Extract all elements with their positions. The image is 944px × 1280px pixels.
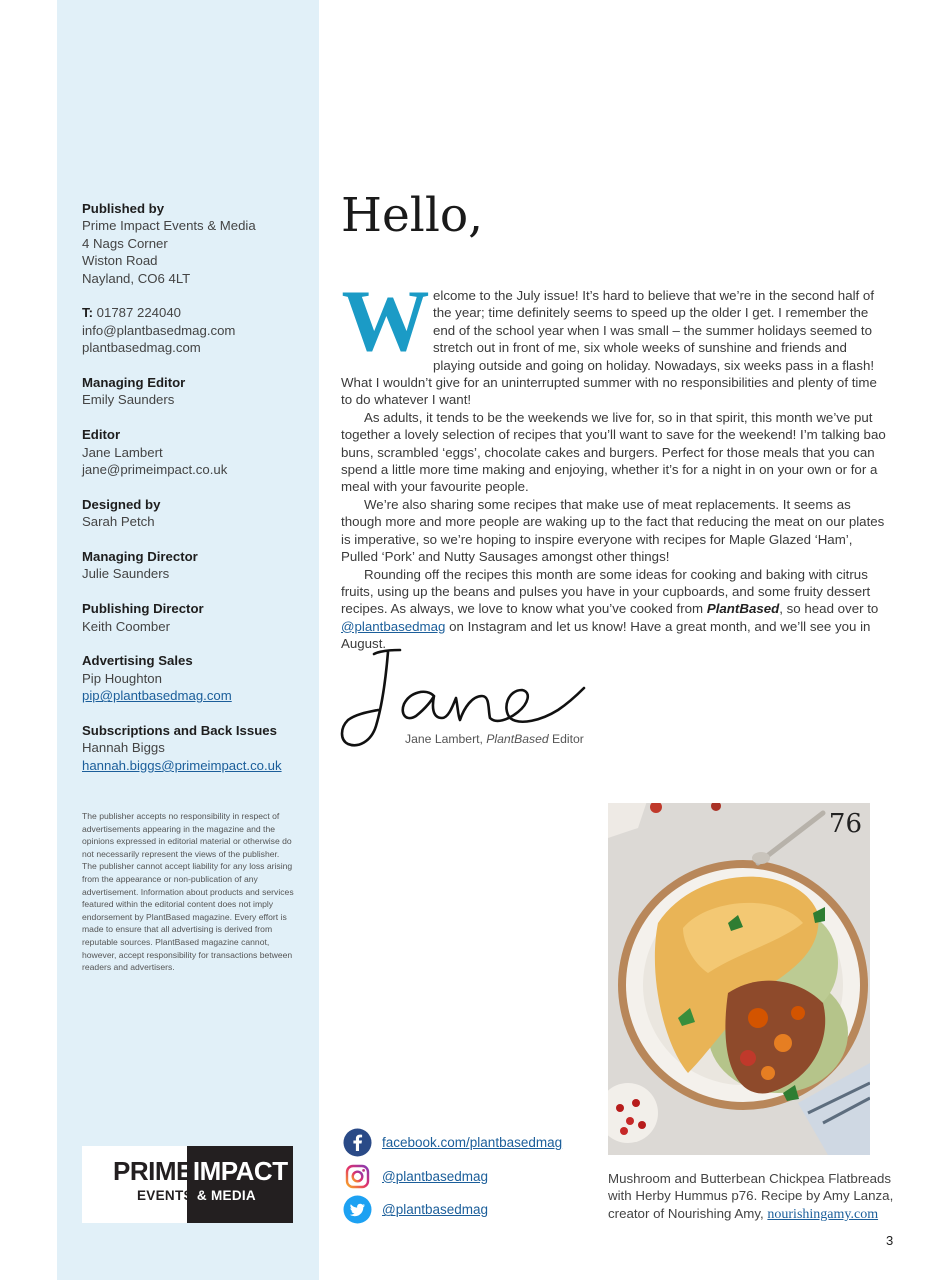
- advertising-sales-name: Pip Houghton: [82, 670, 162, 686]
- signature-caption-role: Editor: [548, 732, 584, 746]
- drop-cap-letter: W: [341, 273, 430, 370]
- managing-director-label: Managing Director: [82, 549, 198, 565]
- photo-caption-text: Mushroom and Butterbean Chickpea Flatbreads with Herby Hummus p76. Recipe by Amy Lanza, creator of Nourishing Amy,: [608, 1171, 894, 1221]
- advertising-email-link[interactable]: pip@plantbasedmag.com: [82, 688, 232, 704]
- subscriptions-label: Subscriptions and Back Issues: [82, 723, 277, 739]
- signature-caption-name: Jane Lambert,: [405, 732, 487, 746]
- logo-wordmark-top: [113, 1156, 288, 1186]
- social-row-instagram: [343, 1160, 562, 1194]
- contact-website: plantbasedmag.com: [82, 340, 201, 356]
- subscriptions-block: [82, 722, 312, 774]
- facebook-icon[interactable]: [343, 1128, 372, 1157]
- signature-caption-brand: PlantBased: [486, 732, 549, 746]
- telephone-number: 01787 224040: [92, 305, 181, 321]
- address-line-3: Nayland, CO6 4LT: [82, 270, 191, 286]
- flatbread-illustration: [608, 803, 870, 1155]
- editor-email: jane@primeimpact.co.uk: [82, 462, 228, 478]
- editor-label: Editor: [82, 427, 121, 443]
- letter-paragraph-4-text-c: on Instagram and let us know! Have a great month, and we’ll see you in August.: [341, 618, 871, 652]
- address-line-1: 4 Nags Corner: [82, 235, 168, 251]
- managing-director-name: Julie Saunders: [82, 566, 170, 582]
- page-number: 3: [886, 1233, 894, 1248]
- managing-director-block: [82, 548, 312, 583]
- letter-paragraph-1-text: elcome to the July issue! It’s hard to believe that we’re in the second half of the year; time definitely seems to speed up the older I get. I remember the end of the school year when I was small – the summer holidays seemed to stretch out in front of me, six whole weeks of sunshine and friends and playing outside and going on holiday. Nowadays, six weeks pass in a flash! What I wouldn’t give for an uninterrupted summer with no responsibilities and plenty of time to do whatever I want!: [341, 288, 877, 408]
- contact-block: [82, 304, 312, 356]
- contact-email: info@plantbasedmag.com: [82, 322, 236, 338]
- featured-recipe-photo[interactable]: [608, 803, 870, 1155]
- instagram-icon[interactable]: [343, 1162, 372, 1191]
- managing-editor-block: [82, 374, 312, 409]
- letter-paragraph-2: As adults, it tends to be the weekends we live for, so in that spirit, this month we’ve put together a lovely selection of recipes that you’ll want to save for the weekend! I’m talking bao buns, scrambled ‘eggs’, chocolate cakes and burgers. Perfect for those meals that you can spend a little more time making and enjoying, whether it’s for a night in on your own or for a meal with your favourite people.: [341, 409, 886, 495]
- letter-paragraph-3: We’re also sharing some recipes that make use of meat replacements. It seems as though more and more people are waking up to the fact that reducing the meat on our plates is imperative, so we’re hoping to inspire everyone with recipes for Maple Glazed ‘Ham’, Pulled ‘Pork’ and Nutty Sausages amongst other things!: [341, 496, 885, 565]
- logo-word-media: & MEDIA: [192, 1188, 256, 1203]
- designer-name: Sarah Petch: [82, 514, 155, 530]
- masthead-credits: [82, 200, 312, 792]
- logo-word-events: EVENTS: [137, 1188, 193, 1203]
- photo-caption: [608, 1170, 898, 1223]
- letter-paragraph-4-text-a: Rounding off the recipes this month are some ideas for cooking and baking with citrus fruits, using up the beans and pulses you have in your cupboards, and some fruity dessert recipes. As always, we love to know what you’ve cooked from: [341, 566, 871, 617]
- social-row-twitter: [343, 1193, 562, 1227]
- telephone-line: [82, 304, 312, 321]
- editor-block: [82, 426, 312, 478]
- subscriptions-name: Hannah Biggs: [82, 740, 165, 756]
- twitter-link[interactable]: @plantbasedmag: [382, 1202, 489, 1218]
- advertising-sales-block: [82, 652, 312, 704]
- designed-by-label: Designed by: [82, 496, 161, 512]
- managing-editor-label: Managing Editor: [82, 375, 186, 391]
- publisher-disclaimer: The publisher accepts no responsibility in respect of advertisements appearing in the magazine and the opinions expressed in editorial material or otherwise do not necessarily represent the views of the publisher. The publisher cannot accept liability for any loss arising from the appearance or non-publication of any advertisement. Information about products and services featured within the editorial content does not imply endorsement by PlantBased magazine. Every effort is made to ensure that all advertising is derived from reputable sources. PlantBased magazine cannot, however, accept responsibility for transactions between readers and advertisers.: [82, 811, 294, 973]
- letter-paragraph-4-text-b: , so head over to: [779, 601, 879, 617]
- signature-caption: [405, 731, 584, 747]
- social-row-facebook: [343, 1126, 562, 1160]
- social-links: [343, 1126, 562, 1227]
- brand-name-inline: PlantBased: [706, 601, 780, 617]
- twitter-icon[interactable]: [343, 1195, 372, 1224]
- prime-impact-logo: [82, 1146, 293, 1223]
- letter-paragraph-4: [341, 566, 889, 653]
- letter-paragraph-1: [341, 273, 889, 409]
- letter-heading: Hello,: [341, 188, 484, 243]
- telephone-label: T:: [82, 305, 93, 321]
- address-line-2: Wiston Road: [82, 253, 158, 269]
- logo-wordmark-bottom: [137, 1188, 256, 1204]
- nourishingamy-link[interactable]: nourishingamy.com: [767, 1206, 879, 1222]
- published-by-block: [82, 200, 312, 287]
- logo-word-impact: IMPACT: [192, 1156, 288, 1186]
- facebook-link[interactable]: facebook.com/plantbasedmag: [382, 1135, 563, 1151]
- subscriptions-email-link[interactable]: hannah.biggs@primeimpact.co.uk: [82, 757, 282, 773]
- published-by-label: Published by: [82, 201, 165, 216]
- instagram-link[interactable]: @plantbasedmag: [382, 1168, 489, 1184]
- editor-letter-body: [341, 273, 889, 653]
- advertising-sales-label: Advertising Sales: [82, 653, 193, 669]
- publisher-name: Prime Impact Events & Media: [82, 218, 256, 234]
- publishing-director-label: Publishing Director: [82, 601, 204, 617]
- designed-by-block: [82, 496, 312, 531]
- photo-page-reference: 76: [828, 809, 862, 839]
- publishing-director-block: [82, 600, 312, 635]
- instagram-handle-link[interactable]: @plantbasedmag: [341, 618, 446, 634]
- managing-editor-name: Emily Saunders: [82, 392, 175, 408]
- publishing-director-name: Keith Coomber: [82, 618, 170, 634]
- editor-name: Jane Lambert: [82, 444, 163, 460]
- logo-word-prime: PRIME: [113, 1156, 193, 1186]
